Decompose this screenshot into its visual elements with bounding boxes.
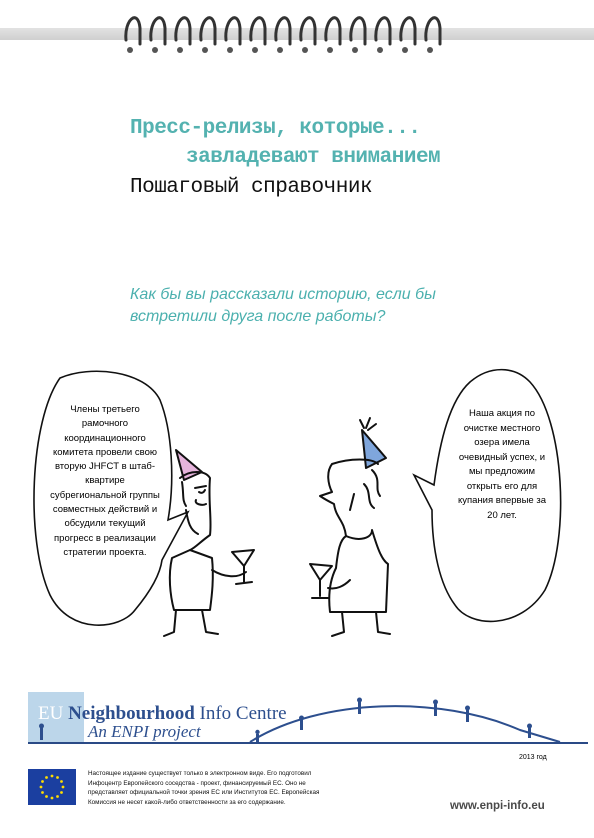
left-person bbox=[164, 450, 254, 636]
cartoon-figures bbox=[150, 400, 410, 650]
eu-flag-icon bbox=[28, 769, 76, 805]
question-text: Как бы вы рассказали историю, если бы встретили друга после работы? bbox=[130, 286, 436, 325]
left-bubble-text: Члены третьего рамочного координационного комитета провели свою вторую JHFCT в штаб-квартире субрегиональной группы совместных действий и обсудили текущий прогресс в реализации стратегии проекта. bbox=[50, 404, 160, 558]
right-person bbox=[310, 418, 390, 636]
title-line-1: Пресс-релизы, которые... bbox=[130, 117, 421, 140]
subtitle: Пошаговый справочник bbox=[130, 176, 373, 199]
publication-year: 2013 год bbox=[519, 754, 547, 761]
party-hat-icon bbox=[176, 450, 202, 480]
logo-baseline bbox=[28, 742, 588, 744]
right-bubble-text: Наша акция по очистке местного озера имела очевидный успех, и мы предложим открыть его для купания впервые за 20 лет. bbox=[458, 408, 546, 521]
title-line-2: завладевают вниманием bbox=[186, 146, 441, 169]
logo-neighbourhood: Neighbourhood bbox=[68, 703, 195, 724]
spiral-binding-icon bbox=[118, 0, 458, 64]
cocktail-glass-icon bbox=[232, 550, 254, 584]
logo-project: An ENPI project bbox=[88, 722, 201, 741]
disclaimer-text: Настоящее издание существует только в электронном виде. Его подготовил Инфоцентр Европейского соседства - проект, финансируемый ЕС. Оно не представляет официальной точки зрения ЕС или Институтов ЕС. Европейская Комиссия не несет какой-либо ответственности за его содержание. bbox=[88, 770, 320, 806]
logo-info-centre: Info Centre bbox=[199, 703, 287, 724]
logo-eu: EU bbox=[38, 703, 64, 724]
website-link[interactable]: www.enpi-info.eu bbox=[450, 800, 545, 812]
